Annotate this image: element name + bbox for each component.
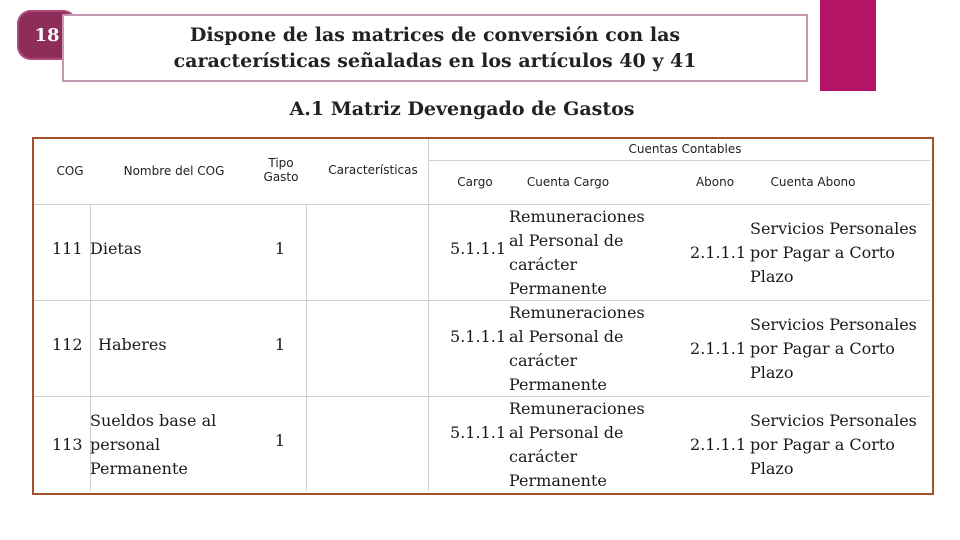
header-cuentas-contables: Cuentas Contables [628,142,742,156]
row-1-cog: 111 [52,239,83,258]
row-2-cuenta-cargo: Remuneraciones al Personal de carácter Permanente [509,303,645,394]
row-1-nombre: Dietas [90,239,142,258]
row-2-cargo: 5.1.1.1 [450,327,506,346]
header-cuenta-abono: Cuenta Abono [770,175,856,189]
row-3-cuenta-cargo: Remuneraciones al Personal de carácter Permanente [509,399,645,490]
row-1-tipo: 1 [274,239,286,258]
row-divider-1 [34,300,930,301]
column-divider-caracteristicas [428,139,429,491]
row-3-cargo: 5.1.1.1 [450,423,506,442]
header-cargo: Cargo [457,175,493,189]
row-1-cuenta-cargo: Remuneraciones al Personal de carácter Permanente [509,207,645,298]
row-2-cuenta-abono: Servicios Personales por Pagar a Corto Plazo [750,315,917,382]
header-nombre-cog: Nombre del COG [123,164,225,178]
row-3-cog: 113 [52,435,83,454]
column-divider-tipo [306,205,307,491]
row-2-abono: 2.1.1.1 [690,339,746,358]
header-abono: Abono [695,175,735,189]
matrix-subtitle: A.1 Matriz Devengado de Gastos [289,98,635,120]
header-cog: COG [56,164,84,178]
row-3-cuenta-abono: Servicios Personales por Pagar a Corto Plazo [750,411,917,478]
slide-number: 18 [34,24,60,46]
accent-bar [820,0,876,91]
cuentas-divider [428,160,930,161]
row-1-abono: 2.1.1.1 [690,243,746,262]
row-1-cuenta-abono: Servicios Personales por Pagar a Corto Plazo [750,219,917,286]
header-divider [34,204,930,205]
row-2-nombre: Haberes [98,335,167,354]
row-3-abono: 2.1.1.1 [690,435,746,454]
row-2-cog: 112 [52,335,83,354]
slide-title: Dispone de las matrices de conversión con las características señaladas en los artículos 40 y 41 [173,24,697,72]
slide-title-box [62,14,808,82]
header-caracteristicas: Características [328,163,418,177]
row-divider-2 [34,396,930,397]
row-3-nombre: Sueldos base al personal Permanente [90,411,217,478]
header-cuenta-cargo: Cuenta Cargo [526,175,610,189]
row-2-tipo: 1 [274,335,286,354]
row-3-tipo: 1 [274,431,286,450]
header-tipo-gasto: Tipo Gasto [263,156,299,184]
row-1-cargo: 5.1.1.1 [450,239,506,258]
